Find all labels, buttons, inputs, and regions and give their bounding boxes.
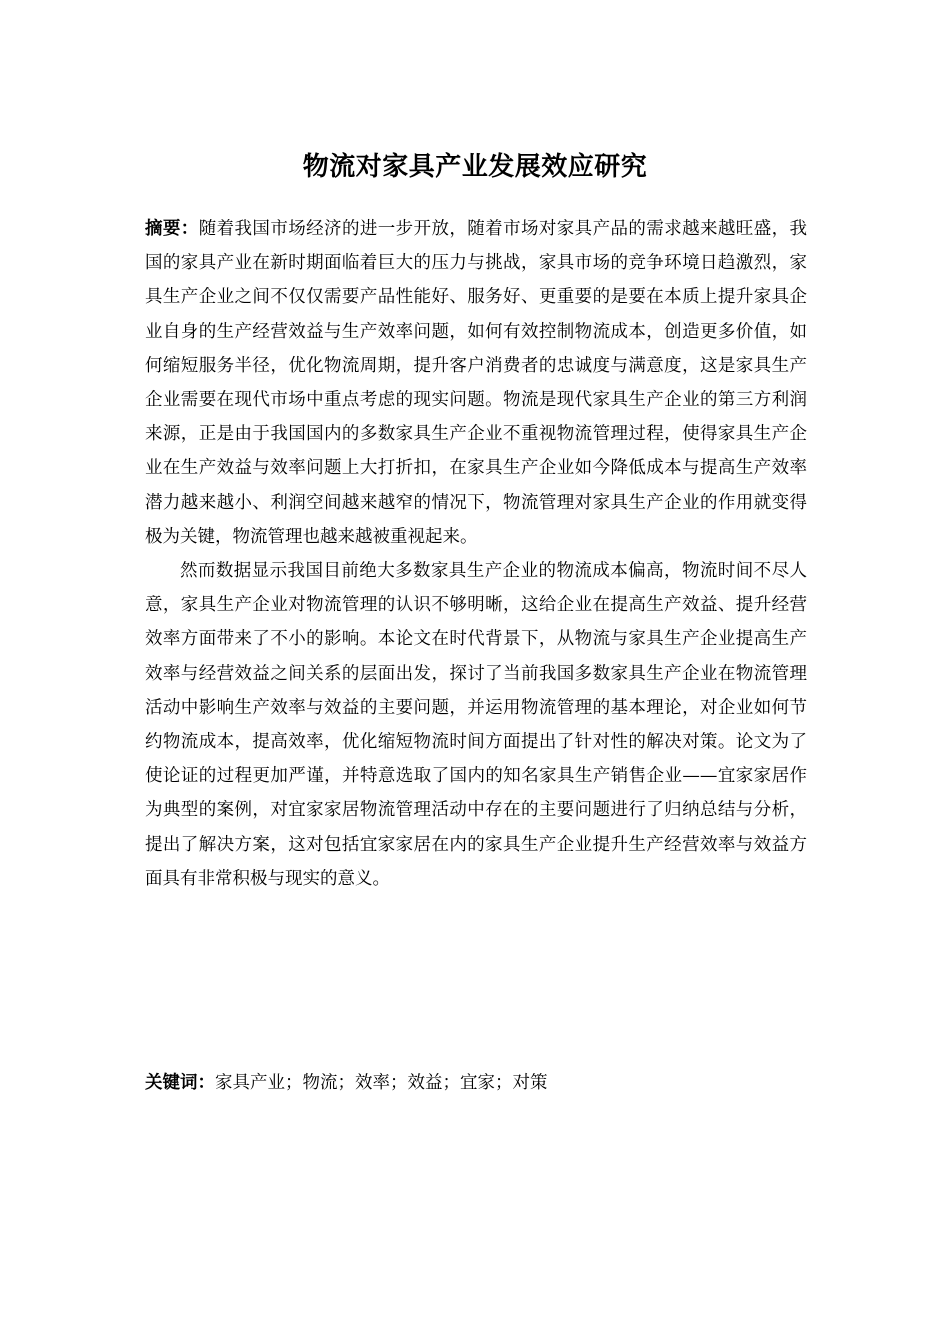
abstract-paragraph-2: 然而数据显示我国目前绝大多数家具生产企业的物流成本偏高，物流时间不尽人意，家具生产企业对物流管理的认识不够明晰，这给企业在提高生产效益、提升经营效率方面带来了不小的影响。本论文在时代背景下，从物流与家具生产企业提高生产效率与经营效益之间关系的层面出发，探讨了当前我国多数家具生产企业在物流管理活动中影响生产效率与效益的主要问题，并运用物流管理的基本理论，对企业如何节约物流成本，提高效率，优化缩短物流时间方面提出了针对性的解决对策。论文为了使论证的过程更加严谨，并特意选取了国内的知名家具生产销售企业——宜家家居作为典型的案例，对宜家家居物流管理活动中存在的主要问题进行了归纳总结与分析，提出了解决方案，这对包括宜家家居在内的家具生产企业提升生产经营效率与效益方面具有非常积极与现实的意义。 bbox=[145, 561, 807, 889]
abstract-label: 摘要： bbox=[145, 219, 199, 239]
abstract-section bbox=[145, 212, 807, 896]
keywords-text: 家具产业；物流；效率；效益；宜家；对策 bbox=[215, 1073, 548, 1093]
keywords-label: 关键词： bbox=[145, 1073, 215, 1093]
abstract-paragraph-1-text: 随着我国市场经济的进一步开放，随着市场对家具产品的需求越来越旺盛，我国的家具产业在新时期面临着巨大的压力与挑战，家具市场的竞争环境日趋激烈，家具生产企业之间不仅仅需要产品性能好、服务好、更重要的是要在本质上提升家具企业自身的生产经营效益与生产效率问题，如何有效控制物流成本，创造更多价值，如何缩短服务半径，优化物流周期，提升客户消费者的忠诚度与满意度，这是家具生产企业需要在现代市场中重点考虑的现实问题。物流是现代家具生产企业的第三方利润来源，正是由于我国国内的多数家具生产企业不重视物流管理过程，使得家具生产企业在生产效益与效率问题上大打折扣，在家具生产企业如今降低成本与提高生产效率潜力越来越小、利润空间越来越窄的情况下，物流管理对家具生产企业的作用就变得极为关键，物流管理也越来越被重视起来。 bbox=[145, 219, 808, 547]
paper-title: 物流对家具产业发展效应研究 bbox=[302, 152, 648, 182]
abstract-paragraph-1 bbox=[145, 212, 807, 554]
keywords-line bbox=[145, 1066, 807, 1100]
